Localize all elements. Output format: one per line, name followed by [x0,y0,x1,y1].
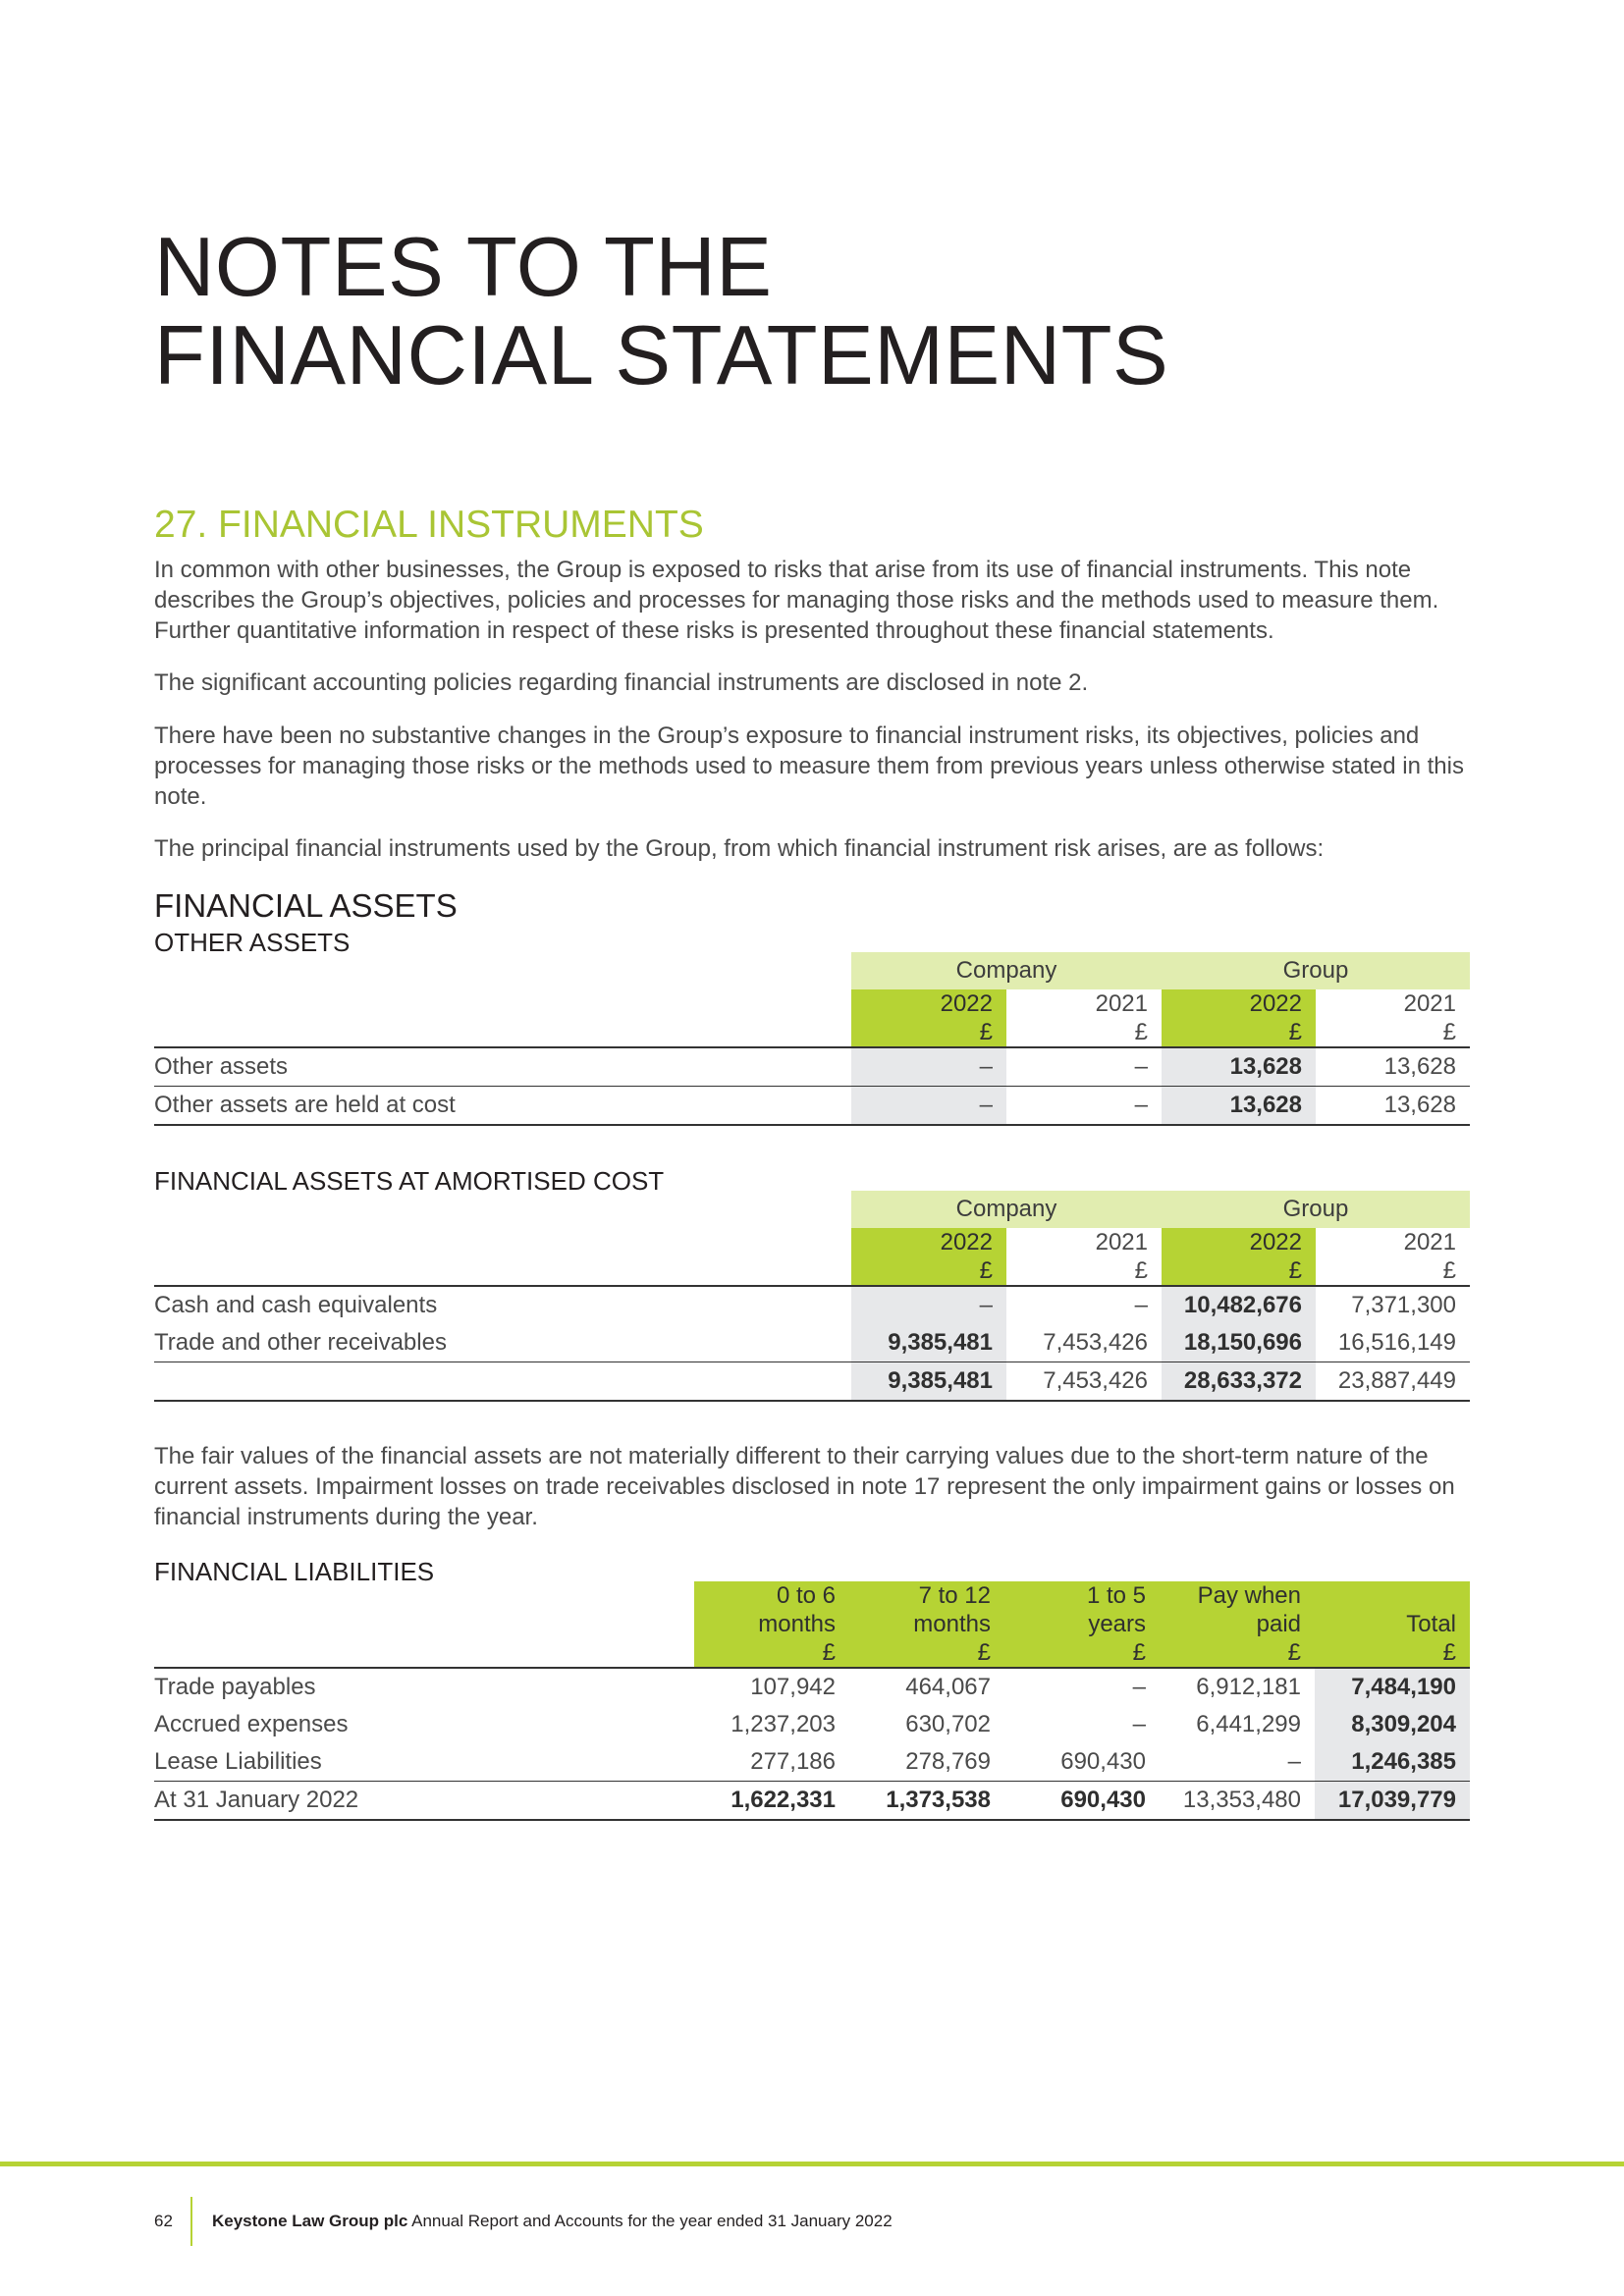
company-2021-value: – [1006,1047,1162,1087]
value-0-to-6: 1,237,203 [731,1711,836,1737]
company-2022-value: 9,385,481 [851,1324,1006,1362]
table-row [154,1706,1470,1743]
value-7-to-12: 464,067 [905,1674,991,1700]
group-2021-value: 13,628 [1316,1087,1470,1126]
row-label: Trade payables [154,1674,316,1700]
page-title-line-1: NOTES TO THE [154,221,773,314]
value-total: 1,246,385 [1315,1743,1470,1782]
total-0-to-6: 1,622,331 [694,1782,849,1821]
table-row [154,1324,1470,1362]
changes-paragraph: There have been no substantive changes in the Group’s exposure to financial instrument risks, its objectives, policies and processes for managing those risks or the methods used to measure them from previous years unless otherwise stated in this note. [154,722,1464,810]
grand-total: 17,039,779 [1315,1782,1470,1821]
year-header-group-2022: 2022 £ [1162,989,1316,1047]
year-header-company-2021: 2021 £ [1095,990,1148,1045]
page-title [154,221,1169,402]
table-row [154,1743,1470,1782]
header-pay-when-paid: Pay when paid £ [1160,1581,1315,1668]
value-total: 8,309,204 [1315,1706,1470,1743]
footer-text [212,2212,893,2231]
row-label: Other assets are held at cost [154,1087,851,1126]
year-header-company-2022: 2022 £ [851,989,1006,1047]
header-1-to-5-years: 1 to 5 years £ [1004,1581,1160,1668]
group-2021-value: 13,628 [1316,1047,1470,1087]
row-label: Cash and cash equivalents [154,1292,438,1318]
table-total-row [154,1362,1470,1402]
value-1-to-5: 690,430 [1004,1743,1160,1782]
intro-paragraph: In common with other businesses, the Group is exposed to risks that arise from its use of financial instruments. This note describes the Group’s objectives, policies and processes for managing those risks and the methods used to measure them. Further quantitative information in respect of these risks is presented throughout these financial statements. [154,557,1439,644]
header-7-to-12-months: 7 to 12 months £ [849,1581,1004,1668]
table-row [154,1087,1470,1126]
footer-report: Annual Report and Accounts for the year ended 31 January 2022 [411,2212,893,2230]
company-group-header: Company [851,1191,1162,1228]
principal-instruments-paragraph: The principal financial instruments used by the Group, from which financial instrument risk arises, are as follows: [154,835,1325,862]
header-total: Total £ [1315,1581,1470,1668]
year-header-company-2021: 2021 £ [1095,1229,1148,1284]
year-header-company-2022: 2022 £ [851,1228,1006,1286]
group-2022-value: 13,628 [1162,1047,1316,1087]
table-row [154,1047,1470,1087]
footer-rule [0,2162,1624,2166]
year-header-group-2022: 2022 £ [1162,1228,1316,1286]
row-label: Accrued expenses [154,1711,349,1737]
value-0-to-6: 107,942 [750,1674,836,1700]
row-label: Other assets [154,1047,851,1087]
value-1-to-5: – [1132,1711,1146,1737]
section-heading: 27. FINANCIAL INSTRUMENTS [154,504,704,546]
group-2021-value: 7,371,300 [1351,1292,1456,1318]
total-1-to-5: 690,430 [1004,1782,1160,1821]
header-0-to-6-months: 0 to 6 months £ [694,1581,849,1668]
company-2022-value: – [851,1286,1006,1324]
company-2022-value: – [851,1087,1006,1126]
row-label: Trade and other receivables [154,1324,851,1362]
value-pay-when-paid: 6,912,181 [1196,1674,1301,1700]
value-pay-when-paid: 6,441,299 [1196,1711,1301,1737]
group-2021-value: 16,516,149 [1316,1324,1470,1362]
table-year-header [154,989,1470,1047]
row-label: Lease Liabilities [154,1743,694,1782]
total-7-to-12: 1,373,538 [849,1782,1004,1821]
footer-company: Keystone Law Group plc [212,2212,408,2230]
table-row [154,1668,1470,1706]
other-assets-table [154,952,1470,1126]
company-2021-total: 7,453,426 [1006,1362,1162,1402]
group-group-header: Group [1162,1191,1470,1228]
other-assets-heading: OTHER ASSETS [154,928,351,957]
table-group-header [154,952,1470,989]
table-group-header [154,1191,1470,1228]
value-pay-when-paid: – [1160,1743,1315,1782]
table-total-row [154,1782,1470,1821]
table-row [154,1286,1470,1324]
year-header-group-2021: 2021 £ [1403,1229,1456,1284]
financial-assets-heading: FINANCIAL ASSETS [154,887,458,924]
total-pay-when-paid: 13,353,480 [1160,1782,1315,1821]
value-0-to-6: 277,186 [694,1743,849,1782]
company-2021-value: 7,453,426 [1006,1324,1162,1362]
group-2022-value: 10,482,676 [1162,1286,1316,1324]
row-label: At 31 January 2022 [154,1782,694,1821]
page-title-line-2: FINANCIAL STATEMENTS [154,309,1169,402]
policies-paragraph: The significant accounting policies regarding financial instruments are disclosed in note 2. [154,669,1089,696]
amortised-cost-heading: FINANCIAL ASSETS AT AMORTISED COST [154,1166,665,1196]
amortised-cost-table [154,1191,1470,1402]
table-year-header [154,1228,1470,1286]
year-header-group-2021: 2021 £ [1403,990,1456,1045]
footer-separator [190,2197,192,2246]
group-2022-total: 28,633,372 [1162,1362,1316,1402]
company-2021-value: – [1134,1292,1148,1318]
company-group-header: Company [851,952,1162,989]
value-1-to-5: – [1132,1674,1146,1700]
company-2022-total: 9,385,481 [851,1362,1006,1402]
table-header [154,1581,1470,1668]
value-total: 7,484,190 [1315,1668,1470,1706]
group-2022-value: 18,150,696 [1162,1324,1316,1362]
group-group-header: Group [1162,952,1470,989]
company-2022-value: – [851,1047,1006,1087]
group-2022-value: 13,628 [1162,1087,1316,1126]
financial-liabilities-table [154,1581,1470,1821]
company-2021-value: – [1006,1087,1162,1126]
financial-liabilities-heading: FINANCIAL LIABILITIES [154,1557,435,1586]
value-7-to-12: 278,769 [849,1743,1004,1782]
group-2021-total: 23,887,449 [1316,1362,1470,1402]
fair-values-paragraph: The fair values of the financial assets are not materially different to their carrying values due to the short-term nature of the current assets. Impairment losses on trade receivables disclosed in note 17 represent the only impairment gains or losses on financial instruments during the year. [154,1443,1455,1530]
value-7-to-12: 630,702 [905,1711,991,1737]
page-number: 62 [154,2212,173,2230]
